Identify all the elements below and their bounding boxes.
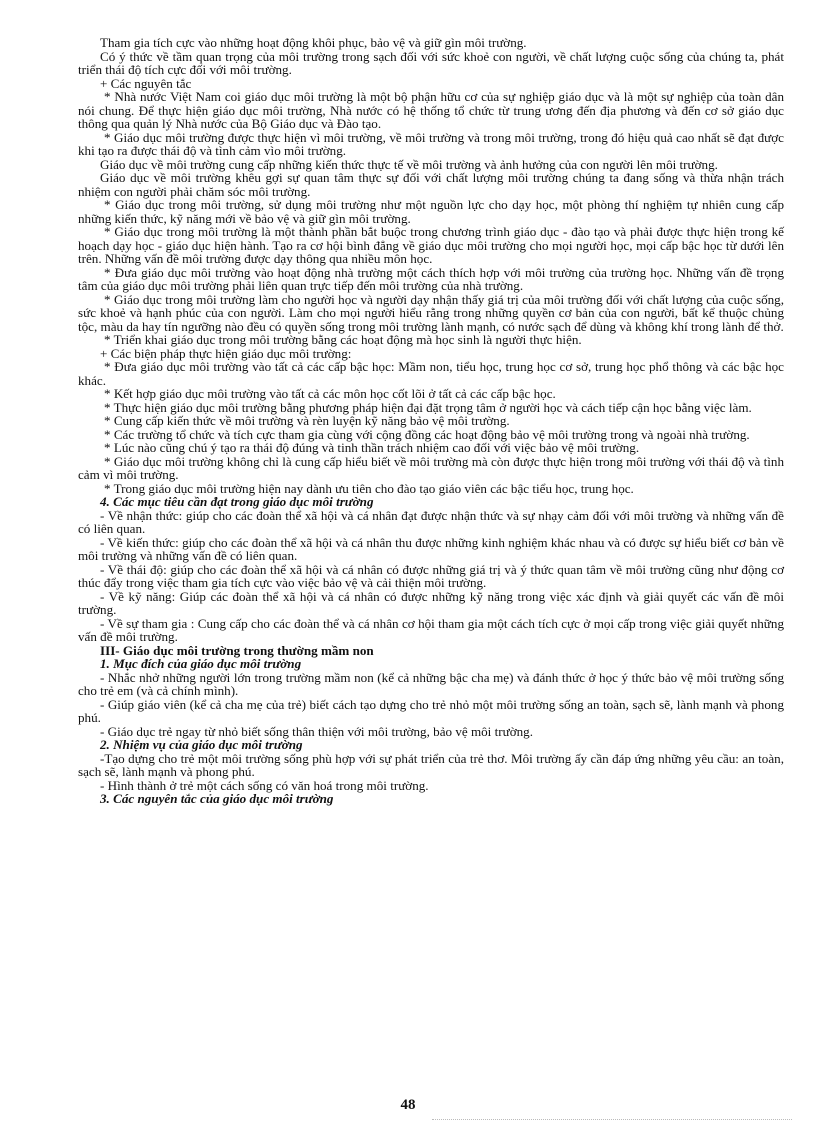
- document-body: [78, 36, 784, 806]
- paragraph: Có ý thức về tầm quan trọng của môi trường trong sạch đối với sức khoẻ con người, về chất lượng cuộc sống của chúng ta, phát triển thái độ tích cực đối với môi trường.: [78, 48, 784, 77]
- section-heading: 4. Các mục tiêu cần đạt trong giáo dục môi trường: [100, 494, 374, 509]
- section-heading: 1. Mục đích của giáo dục môi trường: [100, 656, 302, 671]
- paragraph: - Nhắc nhở những người lớn trong trường mầm non (kể cả những bậc cha mẹ) và đánh thức ở học ý thức bảo vệ môi trường sống cho trẻ em (và cả chính mình).: [78, 669, 784, 698]
- paragraph: * Giáo dục môi trường được thực hiện vì môi trường, về môi trường và trong môi trường, trong đó hiệu quả cao nhất sẽ đạt được khi tạo ra được thái độ và tình cảm vìo môi trường.: [78, 129, 784, 158]
- paragraph: * Giáo dục trong môi trường là một thành phần bắt buộc trong chương trình giáo dục - đào tạo và phải được thực hiện trong kế hoạch dạy học - giáo dục hiện hành. Tạo ra cơ hội bình đẳng về giáo dục môi trường cho mọi người học, mọi cấp bậc học từ dưới lên trên. Những vấn đề môi trường được dạy thông qua nhiều môn học.: [78, 224, 784, 266]
- paragraph: * Thực hiện giáo dục môi trường bằng phương pháp hiện đại đặt trọng tâm ở người học và cách tiếp cận học bằng việc làm.: [104, 399, 752, 415]
- paragraph: * Trong giáo dục môi trường hiện nay dành ưu tiên cho đào tạo giáo viên các bậc tiểu học, trung học.: [104, 480, 634, 496]
- paragraph: Giáo dục về môi trường khêu gợi sự quan tâm thực sự đối với chất lượng môi trường chúng ta đang sống và thừa nhận trách nhiệm con người phải chăm sóc môi trường.: [78, 170, 784, 199]
- paragraph: - Về kỹ năng: Giúp các đoàn thể xã hội và cá nhân có được những kỹ năng trong việc xác định và giải quyết các vấn đề môi trường.: [78, 588, 784, 617]
- paragraph: -Tạo dựng cho trẻ một môi trường sống phù hợp với sự phát triển của trẻ thơ. Môi trường ấy cần đáp ứng những yêu cầu: an toàn, sạch sẽ, lành mạnh và phong phú.: [78, 750, 784, 779]
- paragraph: * Cung cấp kiến thức về môi trường và rèn luyện kỹ năng bảo vệ môi trường.: [104, 413, 510, 428]
- section-heading: 3. Các nguyên tắc của giáo dục môi trường: [100, 791, 334, 806]
- chapter-heading: III- Giáo dục môi trường trong thường mầm non: [100, 642, 374, 658]
- paragraph: + Các nguyên tắc: [100, 75, 192, 91]
- paragraph: Giáo dục về môi trường cung cấp những kiến thức thực tế về môi trường và ảnh hưởng của con người lên môi trường.: [100, 156, 718, 172]
- page-number: 48: [400, 1097, 416, 1113]
- paragraph: * Giáo dục trong môi trường, sử dụng môi trường như một nguồn lực cho dạy học, một phòng thí nghiệm tự nhiên cung cấp những kiến thức, kỹ năng mới về bảo vệ và giữ gìn môi trường.: [78, 197, 784, 226]
- paragraph: - Hình thành ở trẻ một cách sống có văn hoá trong môi trường.: [100, 777, 429, 793]
- paragraph: * Các trường tổ chức và tích cực tham gia cùng với cộng đồng các hoạt động bảo vệ môi trường trong và ngoài nhà trường.: [104, 426, 750, 442]
- paragraph: - Giúp giáo viên (kể cả cha mẹ của trẻ) biết cách tạo dựng cho trẻ nhỏ một môi trường sống an toàn, sạch sẽ, lành mạnh và phong phú.: [78, 696, 784, 725]
- paragraph: - Về nhận thức: giúp cho các đoàn thể xã hội và cá nhân đạt được nhận thức và sự nhạy cảm đối với môi trường và những vấn đề có liên quan.: [78, 507, 784, 536]
- paragraph: Tham gia tích cực vào những hoạt động khôi phục, bảo vệ và giữ gìn môi trường.: [100, 35, 527, 50]
- paragraph: * Triển khai giáo dục trong môi trường bằng các hoạt động mà học sinh là người thực hiện.: [104, 332, 582, 347]
- paragraph: + Các biện pháp thực hiện giáo dục môi trường:: [100, 345, 352, 361]
- paragraph: - Giáo dục trẻ ngay từ nhỏ biết sống thân thiện với môi trường, bảo vệ môi trường.: [100, 723, 533, 739]
- paragraph: * Nhà nước Việt Nam coi giáo dục môi trường là một bộ phận hữu cơ của sự nghiệp giáo dục và là một sự nghiệp của toàn dân nói chung. Để thực hiện giáo dục môi trường, Nhà nước có hệ thống tổ chức từ trung ương đến địa phương và đến cơ sở giáo dục thông qua quản lý Nhà nước của Bộ Giáo dục và Đào tạo.: [78, 89, 784, 131]
- paragraph: * Kết hợp giáo dục môi trường vào tất cả các môn học cốt lõi ở tất cả các cấp bậc học.: [104, 386, 556, 401]
- paragraph: * Đưa giáo dục môi trường vào tất cả các cấp bậc học: Mầm non, tiểu học, trung học cơ sở, trung học phổ thông và các bậc học khác.: [78, 359, 784, 388]
- paragraph: - Về thái độ: giúp cho các đoàn thể xã hội và cá nhân có được những giá trị và ý thức quan tâm về môi trường cũng như động cơ thúc đẩy trong việc tham gia tích cực vào việc bảo vệ và cải thiện môi trường.: [78, 561, 784, 590]
- paragraph: * Giáo dục môi trường không chỉ là cung cấp hiểu biết về môi trường mà còn được thực hiện trong môi trường với thái độ và tình cảm vì môi trường.: [78, 453, 784, 482]
- paragraph: * Lúc nào cũng chú ý tạo ra thái độ đúng và tinh thần trách nhiệm cao đối với việc bảo vệ môi trường.: [104, 440, 640, 455]
- paragraph: - Về sự tham gia : Cung cấp cho các đoàn thể và cá nhân cơ hội tham gia một cách tích cực ở mọi cấp trong việc giải quyết những vấn đề môi trường.: [78, 615, 784, 644]
- section-heading: 2. Nhiệm vụ của giáo dục môi trường: [100, 737, 303, 752]
- footer-divider: [432, 1119, 792, 1120]
- paragraph: * Giáo dục trong môi trường làm cho người học và người dạy nhận thấy giá trị của môi trường đối với chất lượng của cuộc sống, sức khoẻ và hạnh phúc của con người. Làm cho mọi người hiểu rằng trong những quyền cơ bản của con người, bất kể thuộc chủng tộc, màu da hay tín ngưỡng nào đều có quyền sống trong môi trường lành mạnh, có nước sạch để dùng và không khí trong lành để thở.: [78, 291, 784, 334]
- paragraph: * Đưa giáo dục môi trường vào hoạt động nhà trường một cách thích hợp với môi trường của trường học. Những vấn đề trọng tâm của giáo dục môi trường phải liên quan trực tiếp đến môi trường của nhà trường.: [78, 264, 784, 293]
- paragraph: - Về kiến thức: giúp cho các đoàn thể xã hội và cá nhân thu được những kinh nghiệm khác nhau và có được sự hiểu biết cơ bản về môi trường và những vấn đề có liên quan.: [78, 534, 784, 563]
